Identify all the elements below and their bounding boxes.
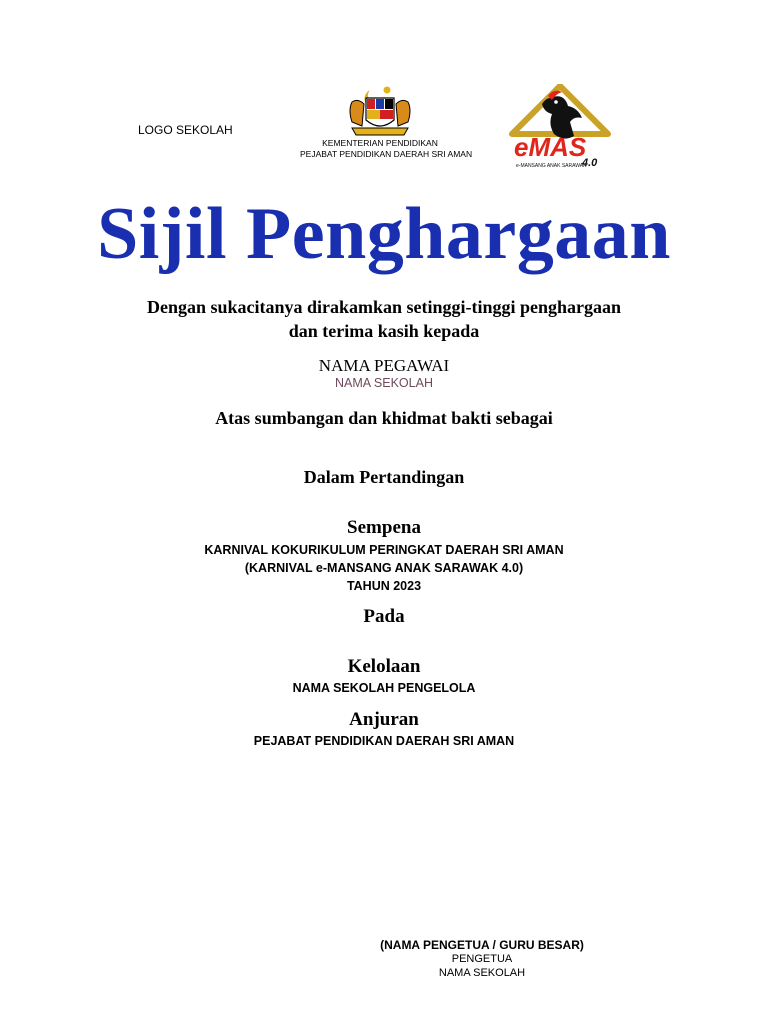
event-line-1: KARNIVAL KOKURIKULUM PERINGKAT DAERAH SRI AMAN bbox=[204, 543, 564, 557]
emas-caption: e-MANSANG ANAK SARAWAK bbox=[516, 163, 587, 169]
pada-label: Pada bbox=[363, 606, 405, 627]
malaysia-coat-of-arms-icon bbox=[340, 82, 420, 138]
emas-hornbill-logo-icon bbox=[508, 84, 612, 174]
ministry-logo-block bbox=[300, 82, 473, 160]
event-line-3: TAHUN 2023 bbox=[346, 579, 422, 593]
district-office-name: PEJABAT PENDIDIKAN DAERAH SRI AMAN bbox=[300, 149, 473, 159]
event-line-2: (KARNIVAL e-MANSANG ANAK SARAWAK 4.0) bbox=[244, 561, 524, 575]
signature-block bbox=[340, 938, 624, 980]
officer-school: NAMA SEKOLAH bbox=[335, 376, 433, 390]
school-logo-placeholder: LOGO SEKOLAH bbox=[138, 123, 233, 137]
certificate-title: Sijil Penghargaan bbox=[97, 193, 671, 275]
emas-logo bbox=[508, 84, 612, 174]
ministry-name: KEMENTERIAN PENDIDIKAN bbox=[322, 138, 438, 148]
signatory-position: PENGETUA bbox=[451, 953, 513, 965]
officer-name: NAMA PEGAWAI bbox=[318, 356, 450, 375]
kelolaan-label: Kelolaan bbox=[347, 656, 421, 677]
certificate-intro bbox=[0, 295, 768, 343]
organiser-name: NAMA SEKOLAH PENGELOLA bbox=[292, 681, 476, 695]
anjuran-label: Anjuran bbox=[349, 709, 419, 730]
signatory-school: NAMA SEKOLAH bbox=[438, 967, 526, 979]
signatory-name: (NAMA PENGETUA / GURU BESAR) bbox=[380, 938, 584, 952]
emas-version: 4.0 bbox=[582, 157, 598, 169]
service-text: Atas sumbangan dan khidmat bakti sebagai bbox=[215, 408, 553, 428]
intro-line-2: dan terima kasih kepada bbox=[288, 321, 480, 341]
intro-line-1: Dengan sukacitanya dirakamkan setinggi-tinggi penghargaan bbox=[146, 297, 622, 317]
emas-wordmark: eMAS bbox=[514, 132, 587, 162]
event-details bbox=[0, 541, 768, 595]
competition-text: Dalam Pertandingan bbox=[303, 467, 465, 487]
sempena-label: Sempena bbox=[347, 517, 421, 538]
host-name: PEJABAT PENDIDIKAN DAERAH SRI AMAN bbox=[253, 734, 515, 748]
